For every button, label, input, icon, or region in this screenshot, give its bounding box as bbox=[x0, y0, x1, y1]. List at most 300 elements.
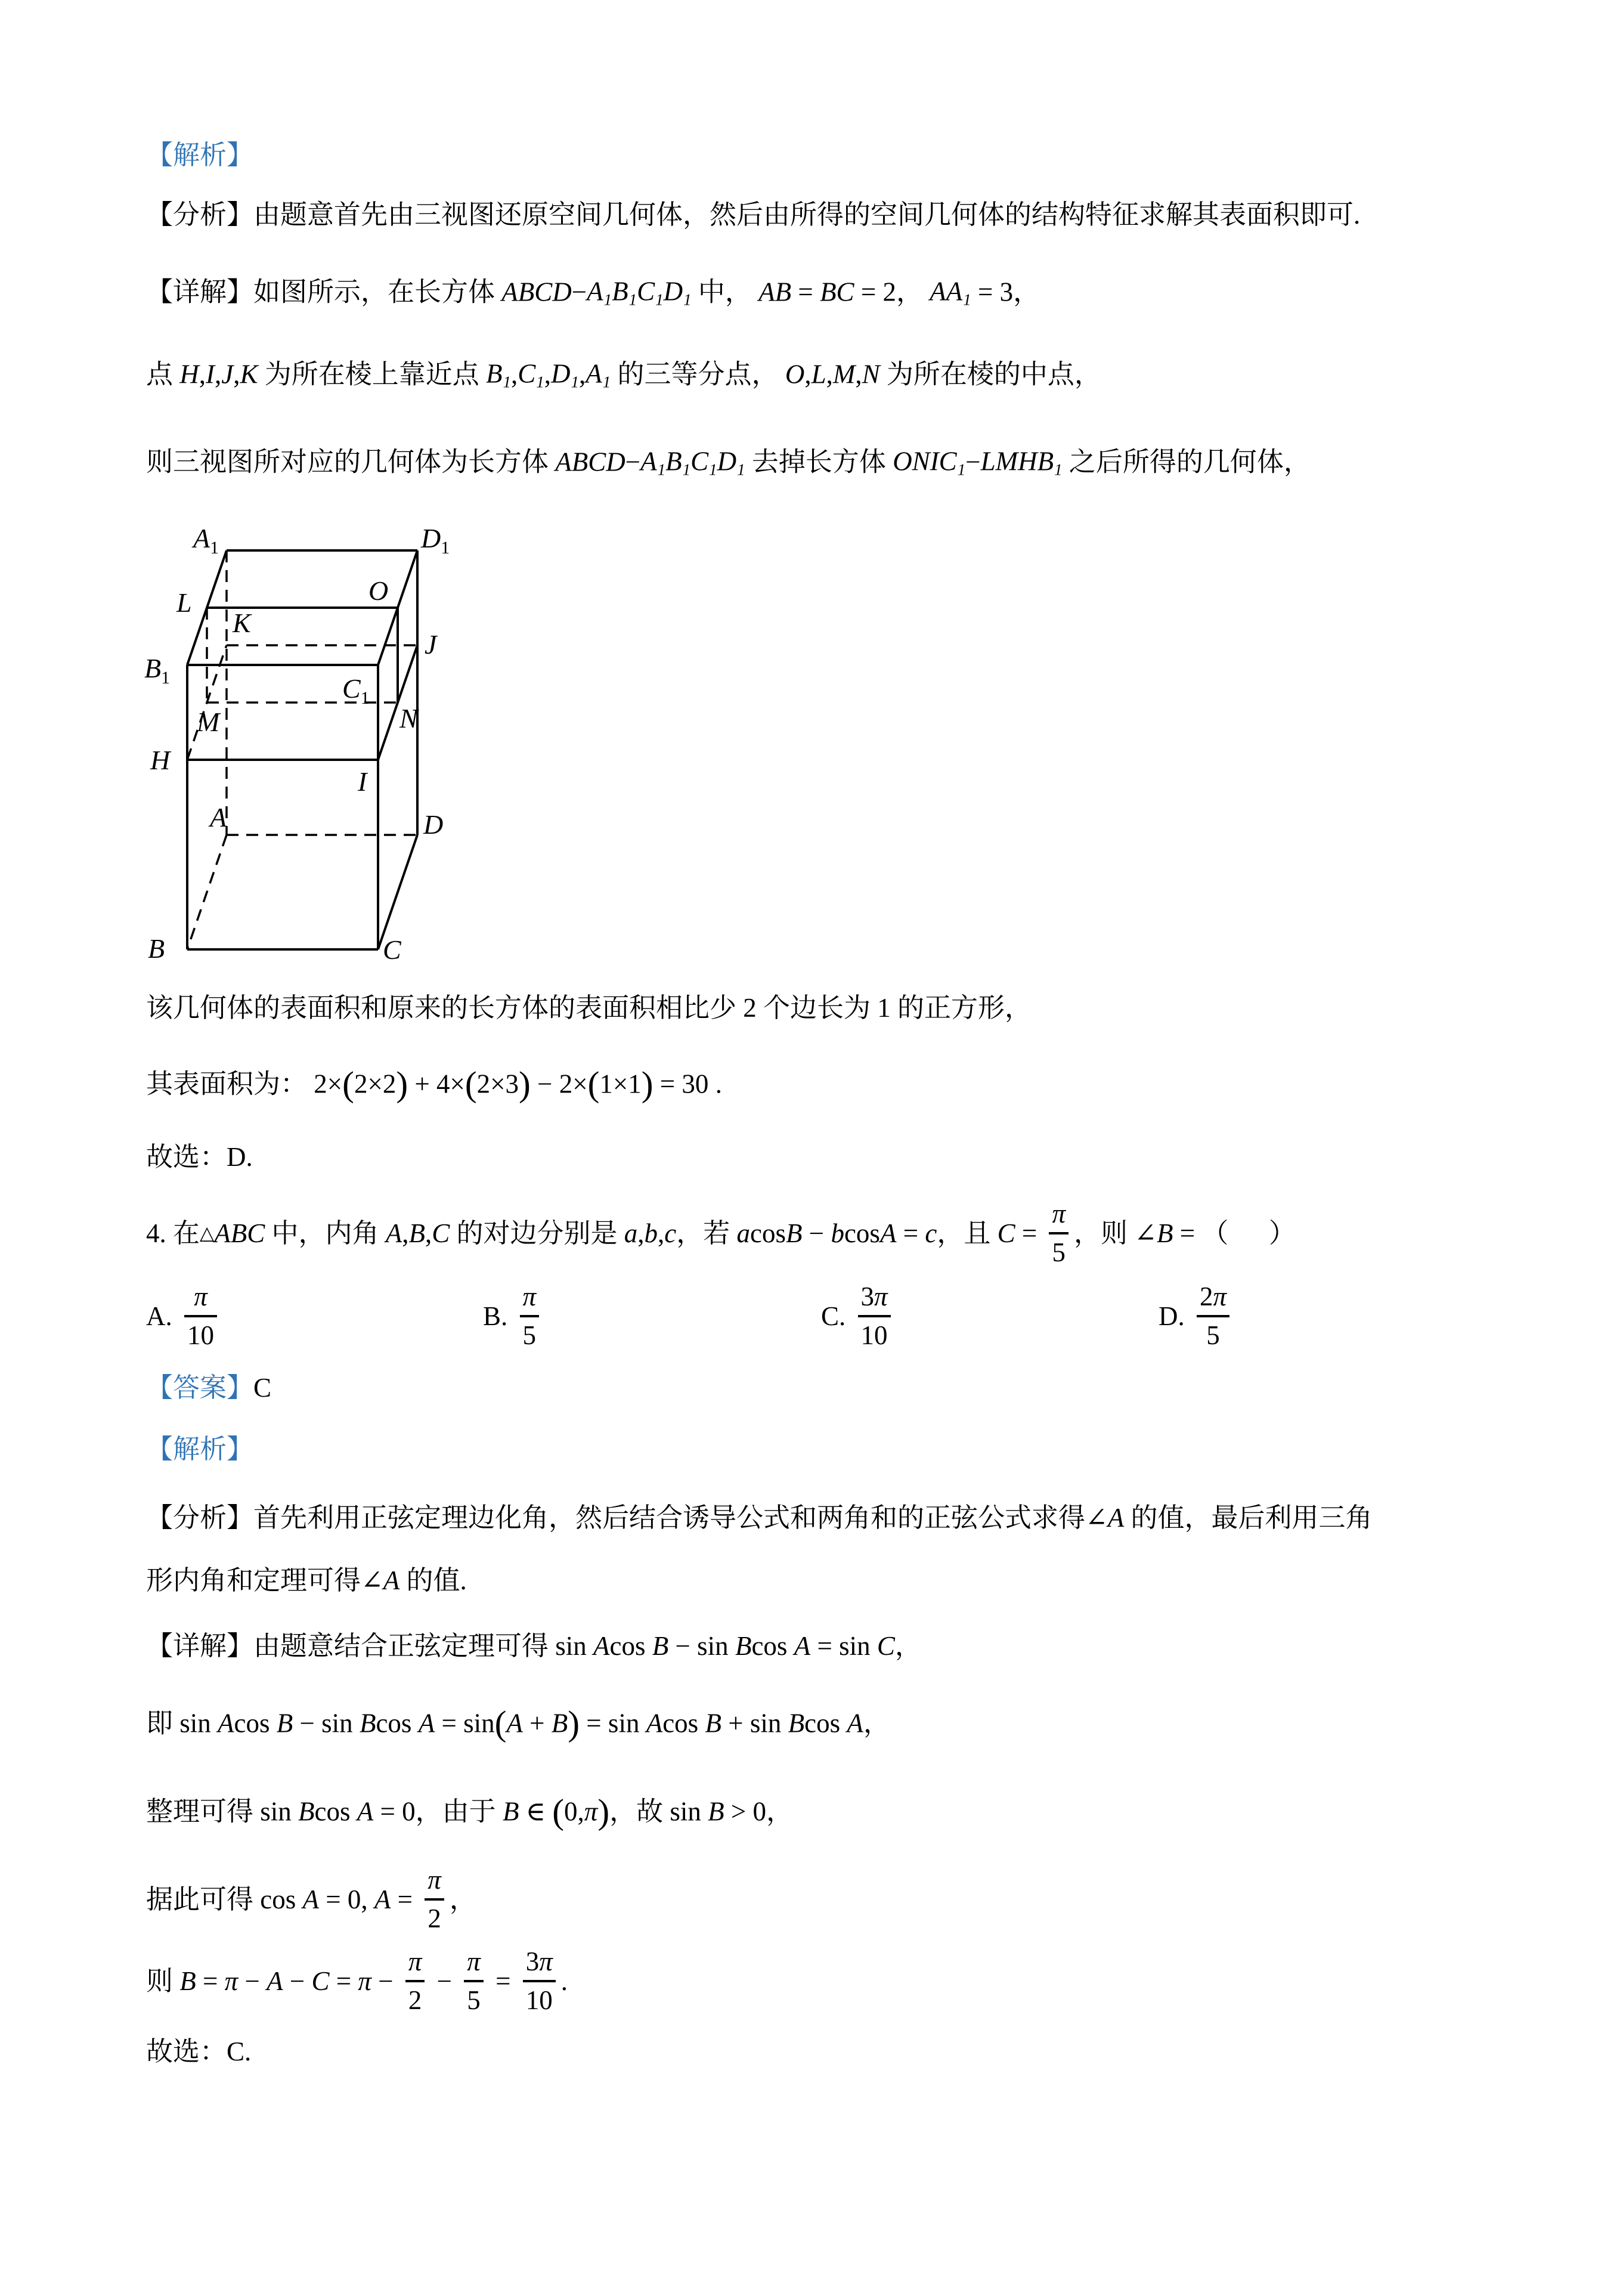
text-run: N bbox=[862, 359, 880, 389]
text-run: 【分析】由题意首先由三视图还原空间几何体，然后由所得的空间几何体的结构特征求解其表面积即可. bbox=[146, 199, 1361, 230]
text-run: ，若 bbox=[676, 1218, 737, 1248]
text-run: A bbox=[267, 1966, 283, 1996]
text-run: − bbox=[283, 1966, 312, 1996]
text-run: ABCD bbox=[501, 277, 572, 307]
vertex-label-K: K bbox=[233, 608, 251, 638]
text-run: 即 bbox=[146, 1708, 180, 1738]
text-run: H bbox=[179, 359, 199, 389]
math-char: π bbox=[408, 1947, 422, 1976]
text-run: = sin bbox=[580, 1708, 646, 1738]
text-run: + 4× bbox=[408, 1069, 465, 1099]
text-run: A bbox=[418, 1708, 435, 1738]
text-run: − bbox=[430, 1966, 459, 1996]
fenxi-1 bbox=[146, 197, 1360, 233]
text-run: M bbox=[832, 359, 856, 389]
text-run: ABC bbox=[214, 1218, 265, 1248]
points-line bbox=[146, 356, 1101, 392]
edge-H-K-hidden bbox=[187, 645, 227, 760]
text-run: ，由于 bbox=[415, 1796, 503, 1827]
fraction bbox=[1197, 1283, 1229, 1349]
text-run: 为所在棱上靠近点 bbox=[258, 359, 487, 389]
vertex-label-L: L bbox=[176, 587, 192, 618]
text-run: cos bbox=[376, 1708, 419, 1738]
text-run: = 0, bbox=[319, 1884, 374, 1914]
text-run: C bbox=[997, 1218, 1015, 1248]
vertex-label-O: O bbox=[368, 575, 389, 606]
math-char: 2 bbox=[428, 1904, 441, 1933]
text-run: C bbox=[432, 1218, 450, 1248]
text-run: , bbox=[199, 359, 206, 389]
fraction-bar bbox=[1049, 1232, 1068, 1234]
text-run: B bbox=[276, 1708, 293, 1738]
text-run: 形内角和定理可得 bbox=[146, 1565, 361, 1595]
subscript: 1 bbox=[602, 373, 611, 391]
text-run: 故选：C. bbox=[146, 2036, 252, 2066]
text-run: = bbox=[196, 1966, 225, 1996]
text-run: B1 bbox=[486, 358, 512, 391]
text-run: − sin bbox=[668, 1630, 735, 1661]
text-run: I bbox=[206, 359, 215, 389]
text-run: , bbox=[425, 1218, 432, 1248]
math-char: 3 bbox=[525, 1947, 540, 1976]
text-run: ) bbox=[597, 1791, 610, 1831]
text-run: = 0 bbox=[373, 1796, 416, 1827]
text-run: ， bbox=[449, 1884, 476, 1914]
text-run: , bbox=[579, 359, 586, 389]
math-char: π bbox=[194, 1282, 207, 1311]
text-run: B bbox=[735, 1630, 752, 1661]
fraction bbox=[464, 1948, 484, 2014]
text-run: ，则 bbox=[1074, 1218, 1135, 1248]
guxuan-c bbox=[146, 2034, 251, 2069]
text-run: sin bbox=[179, 1708, 218, 1738]
text-run: = 30 bbox=[653, 1069, 709, 1099]
fraction-numerator bbox=[191, 1283, 210, 1310]
text-run: △ bbox=[200, 1222, 215, 1243]
math-char: 1 bbox=[187, 1320, 201, 1350]
math-char: 1 bbox=[860, 1320, 875, 1350]
fraction bbox=[523, 1948, 556, 2014]
text-run: B bbox=[502, 1796, 519, 1827]
text-run: B bbox=[705, 1708, 721, 1738]
fraction-denominator bbox=[858, 1322, 891, 1349]
vertex-label-B: B bbox=[148, 933, 165, 964]
text-run: D1 bbox=[663, 276, 692, 309]
text-run: 【详解】如图所示，在长方体 bbox=[146, 277, 502, 307]
vertex-label-D1: $D_1$ bbox=[421, 525, 450, 558]
ji-line bbox=[146, 1700, 890, 1746]
fraction bbox=[858, 1283, 891, 1349]
text-run: = 2 bbox=[854, 277, 896, 307]
text-run: ( bbox=[587, 1064, 600, 1104]
text-run: 2× bbox=[314, 1069, 343, 1099]
text-run: K bbox=[240, 359, 258, 389]
text-run: ，故 bbox=[609, 1796, 670, 1827]
text-run: ∠ bbox=[361, 1565, 383, 1595]
fraction-denominator bbox=[184, 1322, 217, 1349]
subscript: 1 bbox=[571, 373, 580, 391]
text-run: , bbox=[215, 359, 222, 389]
text-run: 【详解】由题意结合正弦定理可得 bbox=[146, 1630, 556, 1661]
ze-b-line bbox=[146, 1948, 568, 2014]
question-4 bbox=[146, 1200, 1296, 1266]
text-run: ， bbox=[1013, 277, 1040, 307]
subscript: 1 bbox=[709, 460, 717, 479]
text-run: = bbox=[1015, 1218, 1044, 1248]
text-run: cos bbox=[609, 1630, 652, 1661]
fraction bbox=[520, 1283, 540, 1349]
text-run: C bbox=[311, 1966, 330, 1996]
text-run: B bbox=[359, 1708, 376, 1738]
text-run: A bbox=[646, 1708, 663, 1738]
text-run: , bbox=[826, 359, 833, 389]
text-run: A bbox=[357, 1796, 374, 1827]
math-char: π bbox=[874, 1282, 888, 1311]
surface-compare bbox=[146, 991, 1032, 1026]
text-run: c bbox=[664, 1218, 677, 1248]
text-run: ， bbox=[896, 277, 930, 307]
fraction bbox=[1049, 1200, 1068, 1266]
text-run: B1 bbox=[612, 276, 637, 309]
text-run: AB bbox=[758, 277, 792, 307]
text-run: − bbox=[625, 447, 641, 477]
option-D bbox=[1159, 1283, 1235, 1349]
text-run: 的三等分点， bbox=[611, 359, 785, 389]
text-run: B bbox=[652, 1630, 669, 1661]
text-run: 则 bbox=[146, 1966, 180, 1996]
vertex-label-A1: $A_1$ bbox=[193, 525, 219, 558]
text-run: A bbox=[383, 1565, 400, 1595]
section-tag: 【解析】 bbox=[146, 140, 254, 170]
text-run: B1 bbox=[665, 446, 691, 479]
option-label: A. bbox=[146, 1301, 179, 1331]
text-run: ，且 bbox=[937, 1218, 998, 1248]
math-char: 2 bbox=[408, 1985, 422, 2015]
subscript: 1 bbox=[603, 290, 612, 309]
text-run: = bbox=[791, 277, 820, 307]
text-run: 点 bbox=[146, 359, 180, 389]
text-run: AA1 bbox=[930, 276, 971, 309]
text-run: A bbox=[302, 1884, 320, 1914]
text-run: , bbox=[233, 359, 240, 389]
text-run: , bbox=[637, 1218, 645, 1248]
vertex-label-M: M bbox=[197, 707, 220, 737]
vertex-label-N: N bbox=[399, 703, 418, 734]
text-run: a bbox=[624, 1218, 638, 1248]
fraction-numerator bbox=[1049, 1200, 1068, 1227]
text-run: ( bbox=[464, 1064, 477, 1104]
vertex-label-C1: $C_1$ bbox=[342, 673, 370, 708]
text-run: C bbox=[253, 1372, 272, 1403]
text-run: ∠ bbox=[1134, 1218, 1157, 1248]
section-tag: 【解析】 bbox=[146, 1434, 254, 1464]
text-run: D1 bbox=[717, 446, 745, 479]
surface-formula bbox=[146, 1061, 722, 1107]
math-char: π bbox=[539, 1947, 553, 1976]
zhengli-line bbox=[146, 1788, 793, 1834]
fraction bbox=[425, 1867, 444, 1932]
text-run: > 0 bbox=[724, 1796, 767, 1827]
fraction-denominator bbox=[1203, 1322, 1223, 1349]
math-char: 5 bbox=[522, 1320, 537, 1350]
math-char: 5 bbox=[467, 1985, 481, 2015]
text-run: 的值，最后利用三角 bbox=[1124, 1502, 1373, 1533]
fraction-denominator bbox=[405, 1987, 425, 2014]
fraction-denominator bbox=[425, 1905, 444, 1932]
cuboid-figure bbox=[143, 525, 453, 978]
text-run: B bbox=[788, 1708, 805, 1738]
text-run: , bbox=[658, 1218, 665, 1248]
fenxi-2b bbox=[146, 1563, 467, 1598]
text-run: sin bbox=[555, 1630, 594, 1661]
text-run: B bbox=[786, 1218, 803, 1248]
subscript: 1 bbox=[536, 373, 544, 391]
text-run: LMHB1 bbox=[980, 446, 1063, 479]
math-char: 1 bbox=[525, 1985, 540, 2015]
text-run: 则三视图所对应的几何体为长方体 bbox=[146, 447, 556, 477]
text-run: A bbox=[506, 1708, 523, 1738]
text-run: 1×1 bbox=[599, 1069, 642, 1099]
text-run: C1 bbox=[690, 446, 717, 479]
tag-jiexi-2 bbox=[146, 1432, 253, 1467]
math-char: π bbox=[522, 1282, 537, 1311]
text-run: cos bbox=[804, 1708, 847, 1738]
fraction bbox=[405, 1948, 425, 2014]
text-run: A1 bbox=[587, 276, 612, 309]
xiangjie-2 bbox=[146, 1629, 922, 1664]
text-run: 去掉长方体 bbox=[745, 447, 893, 477]
fraction-bar bbox=[1197, 1315, 1229, 1317]
fraction-bar bbox=[520, 1315, 540, 1317]
text-run: . bbox=[708, 1069, 722, 1099]
text-run: A bbox=[879, 1218, 897, 1248]
text-run: cos bbox=[234, 1708, 277, 1738]
text-run: 2×3 bbox=[476, 1069, 519, 1099]
text-run: A bbox=[385, 1218, 402, 1248]
text-run: （ ） bbox=[1201, 1218, 1296, 1248]
text-run: π bbox=[358, 1966, 371, 1996]
text-run: D1 bbox=[551, 358, 580, 391]
subscript: 1 bbox=[1054, 460, 1063, 479]
text-run: C bbox=[876, 1630, 895, 1661]
option-label: D. bbox=[1159, 1301, 1191, 1331]
text-run: = bbox=[488, 1966, 518, 1996]
edge-A-B-hidden bbox=[187, 835, 227, 949]
subscript: 1 bbox=[503, 373, 512, 391]
text-run: , bbox=[804, 359, 811, 389]
fraction-numerator bbox=[520, 1283, 540, 1310]
text-run: A bbox=[218, 1708, 234, 1738]
vertex-label-I: I bbox=[358, 766, 367, 797]
fraction-bar bbox=[523, 1980, 556, 1982]
math-char: 3 bbox=[860, 1282, 875, 1311]
fraction-bar bbox=[464, 1980, 484, 1982]
math-char: π bbox=[1213, 1282, 1227, 1311]
xiangjie-1 bbox=[146, 274, 1040, 310]
subscript: 1 bbox=[655, 290, 664, 309]
text-run: cos bbox=[844, 1218, 880, 1248]
vertex-label-H: H bbox=[150, 745, 171, 775]
subscript: 1 bbox=[737, 460, 745, 479]
text-run: − bbox=[371, 1966, 400, 1996]
option-label: C. bbox=[821, 1301, 853, 1331]
math-char: 5 bbox=[1206, 1320, 1220, 1350]
text-run: C1 bbox=[518, 358, 544, 391]
fraction-numerator bbox=[464, 1948, 484, 1975]
text-run: A1 bbox=[586, 358, 611, 391]
option-C bbox=[821, 1283, 896, 1349]
text-run: ∠ bbox=[1085, 1502, 1108, 1533]
text-run: 的值. bbox=[399, 1565, 467, 1595]
text-run: − bbox=[965, 447, 981, 477]
fraction-denominator bbox=[1049, 1239, 1069, 1266]
text-run: BC bbox=[820, 277, 854, 307]
text-run: = bbox=[329, 1966, 358, 1996]
text-run: 4. 在 bbox=[146, 1218, 200, 1248]
text-run: ) bbox=[396, 1064, 408, 1104]
fraction-denominator bbox=[523, 1987, 556, 2014]
fraction-denominator bbox=[464, 1987, 484, 2014]
text-run: ONIC1 bbox=[893, 446, 966, 479]
section-tag: 【答案】 bbox=[146, 1372, 254, 1403]
option-label: B. bbox=[483, 1301, 515, 1331]
text-run: 该几何体的表面积和原来的长方体的表面积相比少 2 个边长为 1 的正方形， bbox=[146, 992, 1032, 1023]
fraction-bar bbox=[184, 1315, 217, 1317]
text-run: − bbox=[802, 1218, 831, 1248]
subscript: 1 bbox=[682, 460, 691, 479]
text-run: sin bbox=[260, 1796, 299, 1827]
math-char: 2 bbox=[1200, 1282, 1213, 1311]
fraction-numerator bbox=[523, 1948, 556, 1975]
text-run: 据此可得 bbox=[146, 1884, 261, 1914]
fraction-numerator bbox=[1197, 1283, 1229, 1310]
math-char: 0 bbox=[874, 1320, 888, 1350]
text-run: = bbox=[1173, 1218, 1202, 1248]
text-run: B bbox=[1157, 1218, 1173, 1248]
fraction-numerator bbox=[405, 1948, 425, 1975]
text-run: − 2× bbox=[530, 1069, 588, 1099]
text-run: − bbox=[571, 277, 587, 307]
text-run: A bbox=[374, 1884, 391, 1914]
text-run: 中， bbox=[691, 277, 759, 307]
text-run: ， bbox=[863, 1708, 890, 1738]
text-run: = 3 bbox=[971, 277, 1014, 307]
text-run: A bbox=[794, 1630, 811, 1661]
text-run: L bbox=[811, 359, 826, 389]
text-run: cos bbox=[314, 1796, 357, 1827]
option-A bbox=[146, 1283, 222, 1349]
math-char: π bbox=[428, 1865, 441, 1895]
text-run: − bbox=[238, 1966, 267, 1996]
text-run: 0, bbox=[564, 1796, 584, 1827]
text-run: − sin bbox=[293, 1708, 360, 1738]
math-char: 0 bbox=[539, 1985, 553, 2015]
text-run: ) bbox=[641, 1064, 653, 1104]
text-run: , bbox=[402, 1218, 409, 1248]
text-run: 2×2 bbox=[354, 1069, 397, 1099]
text-run: ABCD bbox=[555, 447, 625, 477]
guxuan-d bbox=[146, 1140, 253, 1175]
fraction-bar bbox=[405, 1980, 425, 1982]
math-char: π bbox=[467, 1947, 481, 1976]
text-run: , bbox=[544, 359, 552, 389]
text-run: , bbox=[855, 359, 862, 389]
text-run: B bbox=[179, 1966, 196, 1996]
text-run: ( bbox=[494, 1703, 507, 1743]
text-run: C1 bbox=[637, 276, 664, 309]
text-run: b bbox=[831, 1218, 844, 1248]
math-char: π bbox=[1052, 1199, 1066, 1229]
fraction-bar bbox=[425, 1898, 444, 1901]
text-run: 整理可得 bbox=[146, 1796, 261, 1827]
text-run: cos bbox=[750, 1218, 786, 1248]
text-run: O bbox=[785, 359, 805, 389]
text-run: 其表面积为： bbox=[146, 1069, 314, 1099]
text-run: = sin bbox=[810, 1630, 877, 1661]
text-run: , bbox=[511, 359, 518, 389]
text-run: 的对边分别是 bbox=[450, 1218, 624, 1248]
text-run: A bbox=[593, 1630, 610, 1661]
subscript: 1 bbox=[963, 290, 971, 309]
text-run: π bbox=[224, 1966, 239, 1996]
subscript: 1 bbox=[657, 460, 666, 479]
text-run: A bbox=[1107, 1502, 1125, 1533]
text-run: + sin bbox=[721, 1708, 788, 1738]
tag-jiexi-1 bbox=[146, 138, 253, 173]
text-run: c bbox=[925, 1218, 937, 1248]
text-run: 之后所得的几何体， bbox=[1062, 447, 1311, 477]
text-run: ∈ bbox=[519, 1796, 553, 1827]
math-char: 0 bbox=[200, 1320, 214, 1350]
text-run: B bbox=[551, 1708, 568, 1738]
text-run: ( bbox=[552, 1791, 565, 1831]
subscript: 1 bbox=[683, 290, 692, 309]
fenxi-2a bbox=[146, 1500, 1373, 1536]
text-run: 为所在棱的中点， bbox=[879, 359, 1101, 389]
text-run: A bbox=[847, 1708, 863, 1738]
vertex-label-B1: $B_1$ bbox=[144, 653, 171, 688]
text-run: B bbox=[298, 1796, 315, 1827]
text-run: . bbox=[560, 1966, 568, 1996]
text-run: = bbox=[896, 1218, 925, 1248]
option-B bbox=[483, 1283, 544, 1349]
text-run: ( bbox=[342, 1064, 354, 1104]
vertex-label-J: J bbox=[425, 629, 437, 660]
fraction-numerator bbox=[425, 1867, 444, 1893]
vertex-label-C: C bbox=[383, 935, 401, 965]
vertex-label-D: D bbox=[423, 809, 444, 840]
text-run: A1 bbox=[640, 446, 666, 479]
sanshitu-line bbox=[146, 444, 1311, 480]
text-run: a bbox=[736, 1218, 751, 1248]
text-run: B bbox=[708, 1796, 724, 1827]
fraction bbox=[184, 1283, 217, 1349]
math-char: 5 bbox=[1052, 1237, 1066, 1267]
text-run: J bbox=[221, 359, 234, 389]
vertex-label-A: A bbox=[210, 802, 227, 833]
text-run: ) bbox=[568, 1703, 580, 1743]
text-run: ， bbox=[894, 1630, 922, 1661]
text-run: sin bbox=[670, 1796, 708, 1827]
text-run: 【分析】首先利用正弦定理边化角，然后结合诱导公式和两角和的正弦公式求得 bbox=[146, 1502, 1086, 1533]
cuboid-diagram bbox=[143, 525, 453, 978]
text-run: b bbox=[644, 1218, 658, 1248]
text-run: 中，内角 bbox=[265, 1218, 386, 1248]
fraction-denominator bbox=[520, 1322, 540, 1349]
text-run: cos bbox=[751, 1630, 794, 1661]
text-run: = sin bbox=[435, 1708, 495, 1738]
text-run: B bbox=[408, 1218, 426, 1248]
